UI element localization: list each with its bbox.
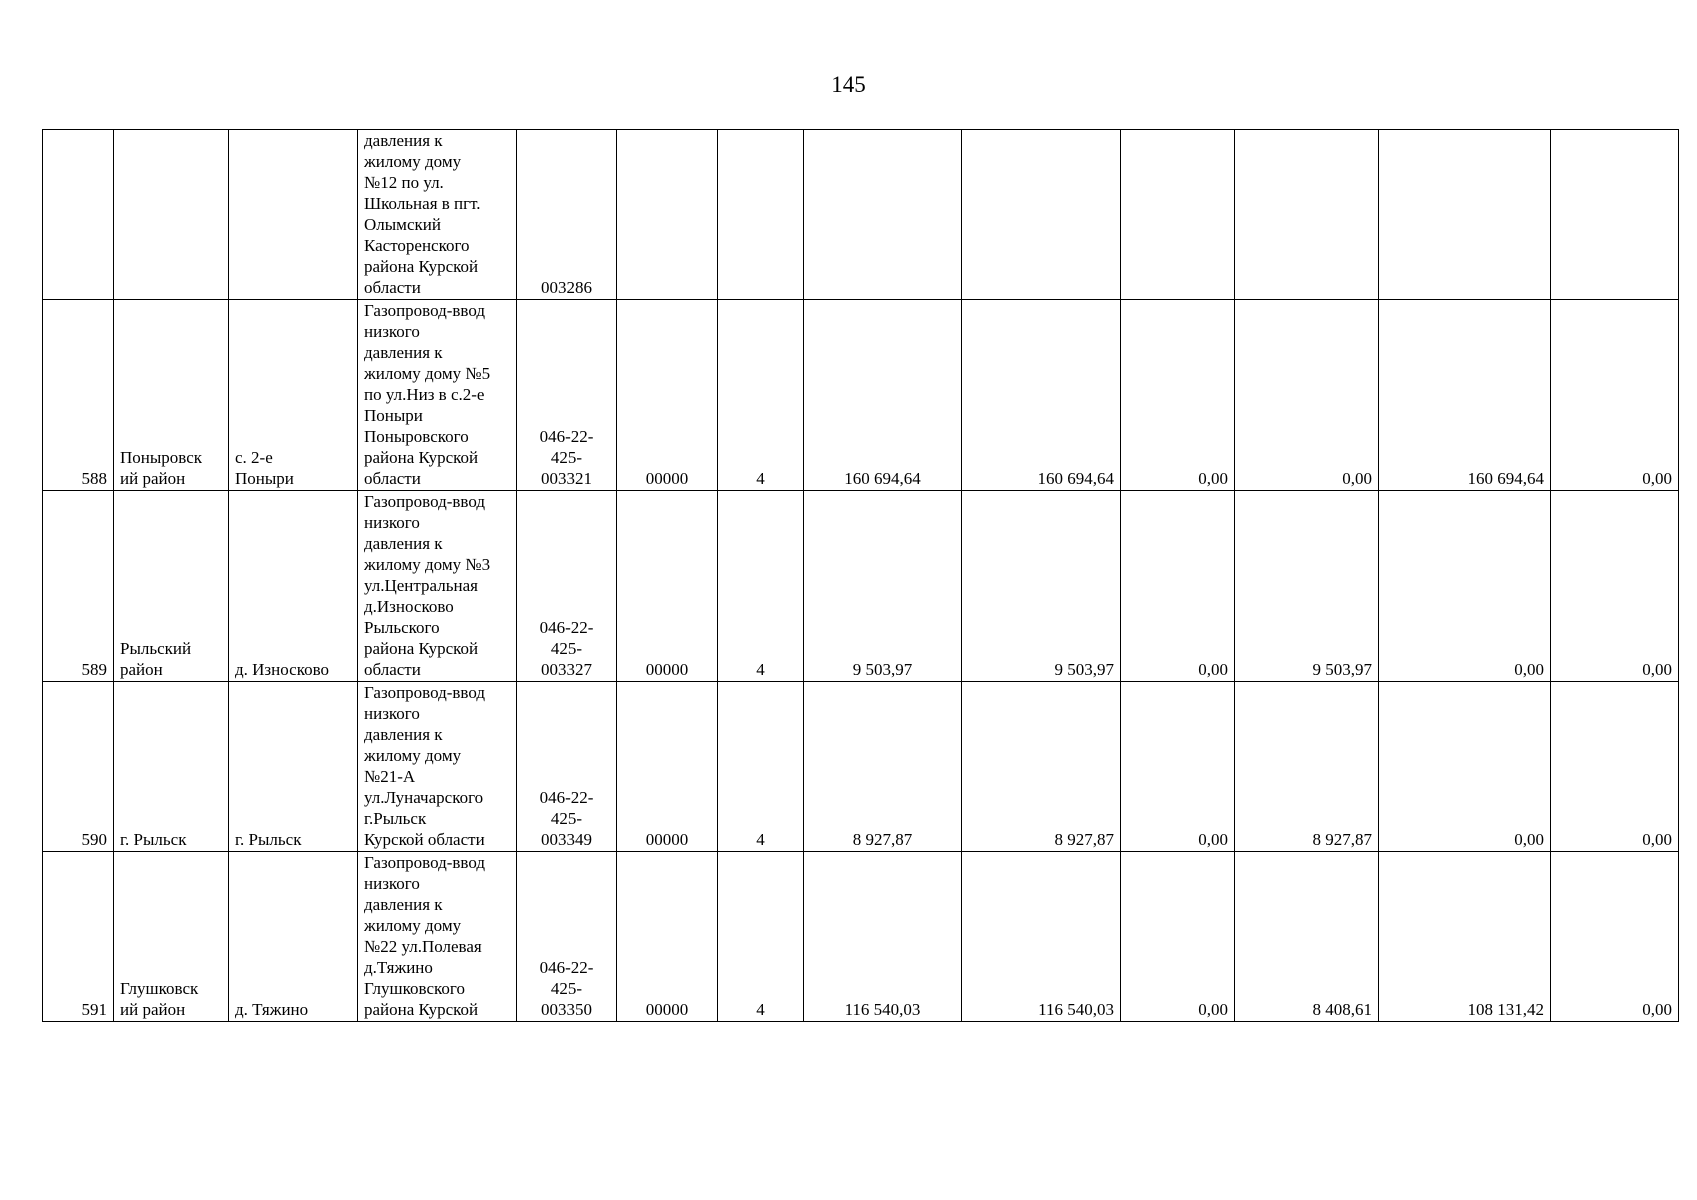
sum-cell xyxy=(962,130,1121,300)
row-number: 590 xyxy=(43,682,114,852)
reg-number-cell: 046-22- 425- 003349 xyxy=(517,682,617,852)
sum-cell: 9 503,97 xyxy=(962,491,1121,682)
sum-cell: 116 540,03 xyxy=(962,852,1121,1022)
amount-c-cell: 0,00 xyxy=(1379,682,1551,852)
table-row xyxy=(43,491,1679,682)
row-number xyxy=(43,130,114,300)
reg-number-cell: 046-22- 425- 003350 xyxy=(517,852,617,1022)
object-name-cell: Газопровод-ввод низкого давления к жилому дому №3 ул.Центральная д.Износково Рыльского района Курской области xyxy=(358,491,517,682)
category-cell: 4 xyxy=(718,682,804,852)
amount-a-cell: 0,00 xyxy=(1121,491,1235,682)
code-cell: 00000 xyxy=(617,852,718,1022)
amount-a-cell: 0,00 xyxy=(1121,300,1235,491)
locality-cell: д. Износково xyxy=(229,491,358,682)
total-cell: 8 927,87 xyxy=(804,682,962,852)
total-cell xyxy=(804,130,962,300)
code-cell: 00000 xyxy=(617,300,718,491)
table-row xyxy=(43,300,1679,491)
locality-cell: с. 2-е Поныри xyxy=(229,300,358,491)
amount-c-cell: 160 694,64 xyxy=(1379,300,1551,491)
row-number: 589 xyxy=(43,491,114,682)
locality-cell: д. Тяжино xyxy=(229,852,358,1022)
locality-cell: г. Рыльск xyxy=(229,682,358,852)
amount-c-cell xyxy=(1379,130,1551,300)
reg-number-cell: 046-22- 425- 003327 xyxy=(517,491,617,682)
district-cell: Поныровск ий район xyxy=(114,300,229,491)
sum-cell: 160 694,64 xyxy=(962,300,1121,491)
district-cell: Глушковск ий район xyxy=(114,852,229,1022)
amount-a-cell: 0,00 xyxy=(1121,852,1235,1022)
table-row xyxy=(43,852,1679,1022)
amount-c-cell: 108 131,42 xyxy=(1379,852,1551,1022)
sum-cell: 8 927,87 xyxy=(962,682,1121,852)
amount-d-cell: 0,00 xyxy=(1551,682,1679,852)
amount-a-cell xyxy=(1121,130,1235,300)
category-cell: 4 xyxy=(718,491,804,682)
total-cell: 160 694,64 xyxy=(804,300,962,491)
district-cell xyxy=(114,130,229,300)
object-name-cell: Газопровод-ввод низкого давления к жилому дому №21-А ул.Луначарского г.Рыльск Курской области xyxy=(358,682,517,852)
amount-b-cell: 8 927,87 xyxy=(1235,682,1379,852)
object-name-cell: Газопровод-ввод низкого давления к жилому дому №5 по ул.Низ в с.2-е Поныри Поныровского района Курской области xyxy=(358,300,517,491)
amount-b-cell: 9 503,97 xyxy=(1235,491,1379,682)
amount-a-cell: 0,00 xyxy=(1121,682,1235,852)
amount-c-cell: 0,00 xyxy=(1379,491,1551,682)
reg-number-cell: 046-22- 425- 003321 xyxy=(517,300,617,491)
district-cell: г. Рыльск xyxy=(114,682,229,852)
amount-b-cell xyxy=(1235,130,1379,300)
category-cell: 4 xyxy=(718,852,804,1022)
amount-d-cell xyxy=(1551,130,1679,300)
table-row xyxy=(43,130,1679,300)
amount-d-cell: 0,00 xyxy=(1551,491,1679,682)
category-cell: 4 xyxy=(718,300,804,491)
table-row xyxy=(43,682,1679,852)
object-name-cell: Газопровод-ввод низкого давления к жилому дому №22 ул.Полевая д.Тяжино Глушковского района Курской xyxy=(358,852,517,1022)
code-cell: 00000 xyxy=(617,491,718,682)
code-cell: 00000 xyxy=(617,682,718,852)
code-cell xyxy=(617,130,718,300)
total-cell: 116 540,03 xyxy=(804,852,962,1022)
amount-d-cell: 0,00 xyxy=(1551,300,1679,491)
amount-d-cell: 0,00 xyxy=(1551,852,1679,1022)
registry-table xyxy=(42,129,1679,1022)
district-cell: Рыльский район xyxy=(114,491,229,682)
page-number: 145 xyxy=(831,72,866,97)
amount-b-cell: 8 408,61 xyxy=(1235,852,1379,1022)
object-name-cell: давления к жилому дому №12 по ул. Школьная в пгт. Олымский Касторенского района Курской области xyxy=(358,130,517,300)
category-cell xyxy=(718,130,804,300)
row-number: 588 xyxy=(43,300,114,491)
amount-b-cell: 0,00 xyxy=(1235,300,1379,491)
row-number: 591 xyxy=(43,852,114,1022)
locality-cell xyxy=(229,130,358,300)
reg-number-cell: 003286 xyxy=(517,130,617,300)
total-cell: 9 503,97 xyxy=(804,491,962,682)
